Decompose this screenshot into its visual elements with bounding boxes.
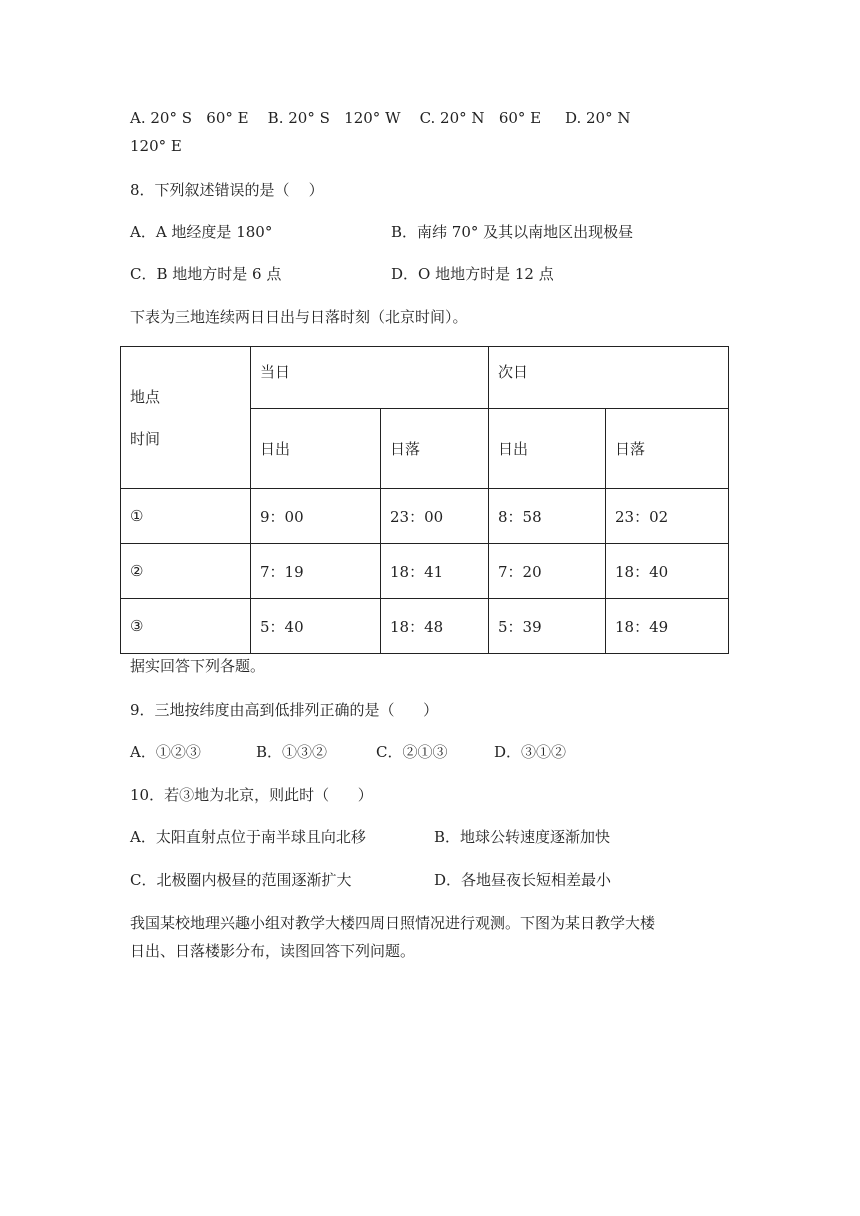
q9-option-d: D．③①② — [494, 743, 567, 761]
table-cell: 9：00 — [251, 489, 381, 544]
q8-option-d: D．O 地地方时是 12 点 — [391, 265, 554, 283]
table-cell-place: ③ — [121, 599, 251, 654]
q8-option-c: C．B 地地方时是 6 点 — [130, 265, 282, 283]
table-cell: 18：41 — [381, 544, 489, 599]
q10-stem: 10．若③地为北京，则此时（ ） — [130, 786, 373, 804]
table-header-sunrise: 日出 — [489, 409, 606, 489]
table-cell: 18：40 — [606, 544, 729, 599]
q8-option-a: A．A 地经度是 180° — [130, 223, 273, 241]
table-cell: 18：49 — [606, 599, 729, 654]
q7-options-line2: 120° E — [130, 137, 182, 155]
table-cell: 7：20 — [489, 544, 606, 599]
table-cell: 18：48 — [381, 599, 489, 654]
table-cell: 5：40 — [251, 599, 381, 654]
table-cell-place: ① — [121, 489, 251, 544]
q9-option-c: C．②①③ — [376, 743, 448, 761]
sunrise-sunset-table — [120, 346, 729, 654]
table-corner-time: 时间 — [130, 429, 161, 448]
table-corner-place: 地点 — [130, 387, 161, 406]
table-cell: 23：00 — [381, 489, 489, 544]
table-corner-header — [121, 347, 251, 489]
table-outro: 据实回答下列各题。 — [130, 657, 266, 675]
table-row — [121, 544, 729, 599]
table-cell-place: ② — [121, 544, 251, 599]
table-header-day1: 当日 — [251, 347, 489, 409]
table-header-day2: 次日 — [489, 347, 729, 409]
q8-stem: 8．下列叙述错误的是（ ） — [130, 181, 324, 199]
passage-line2: 日出、日落楼影分布，读图回答下列问题。 — [130, 942, 416, 960]
table-row — [121, 489, 729, 544]
table-row — [121, 599, 729, 654]
table-cell: 8：58 — [489, 489, 606, 544]
q10-option-d: D．各地昼夜长短相差最小 — [434, 871, 612, 889]
table-cell: 23：02 — [606, 489, 729, 544]
q9-option-a: A．①②③ — [130, 743, 201, 761]
table-header-sunrise: 日出 — [251, 409, 381, 489]
q9-option-b: B．①③② — [256, 743, 328, 761]
table-intro: 下表为三地连续两日日出与日落时刻（北京时间）。 — [130, 308, 468, 326]
q10-option-b: B．地球公转速度逐渐加快 — [434, 828, 611, 846]
table-cell: 5：39 — [489, 599, 606, 654]
q10-option-a: A．太阳直射点位于南半球且向北移 — [130, 828, 366, 846]
table-header-sunset: 日落 — [606, 409, 729, 489]
table-cell: 7：19 — [251, 544, 381, 599]
q10-option-c: C．北极圈内极昼的范围逐渐扩大 — [130, 871, 352, 889]
q8-option-b: B．南纬 70° 及其以南地区出现极昼 — [391, 223, 634, 241]
passage-line1: 我国某校地理兴趣小组对教学大楼四周日照情况进行观测。下图为某日教学大楼 — [130, 914, 656, 932]
q9-stem: 9．三地按纬度由高到低排列正确的是（ ） — [130, 701, 439, 719]
table-header-sunset: 日落 — [381, 409, 489, 489]
q7-options-line1: A. 20° S 60° E B. 20° S 120° W C. 20° N 60° E D. 20° N — [130, 109, 631, 127]
